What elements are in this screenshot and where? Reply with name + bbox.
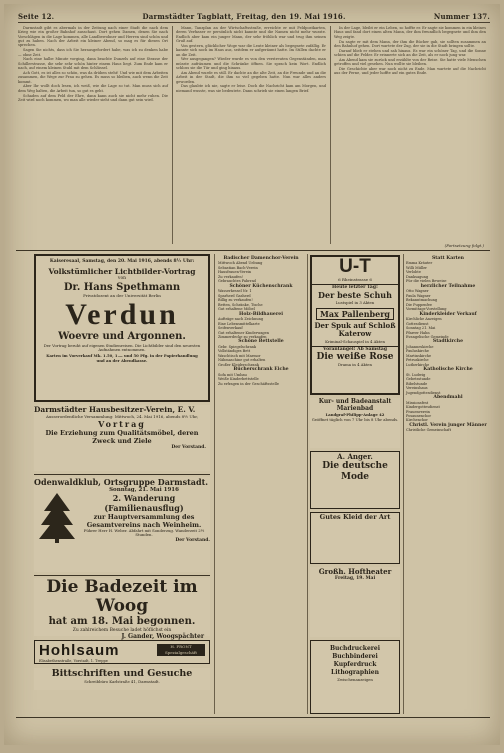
marienbad-title: Kur- und Badeanstalt Marienbad (318, 398, 392, 412)
paragraph: Da sagte er mit dem Mann, der ihm die Bücher gab, sie sollten zusammen an den Bahnhof gehen. Dort wartete der Zug, der sie in die Stadt bringen sollte. (334, 39, 486, 48)
verdun-lecture-ad (34, 254, 210, 402)
paragraph: Ach Gott, es ist alles so schön, was da drüben steht! Und wie mit dem Arbeiten zusammen, die Wege zur Frau zu gehen. Es muss so bleiben, auch wenn die Zeit kommt. (18, 70, 168, 84)
woog-ad (34, 577, 210, 641)
list-item: Sonntag 21. Mai (406, 326, 436, 331)
list-item: Gebrauchtes Fahrrad (218, 279, 256, 284)
hohlsaum-badge: H. FRONT Spezialgeschäft (157, 644, 205, 656)
woog-note: Zu zahlreichem Besuche ladet höflichst ein (72, 628, 172, 633)
ut-title: U-T (339, 256, 371, 277)
list-item: Weiße Kinderbettstelle (218, 377, 259, 382)
list-item: Otto Wagner (406, 289, 429, 294)
ut-sunday: Vorantangel! Ab Samstag (312, 346, 398, 352)
hausbesitzer-topic: Die Erziehung zum Qualitätsmöbel, deren Zweck und Ziele (45, 429, 199, 446)
list-item: Vereinshaus (406, 386, 428, 391)
list-item: Schöne Bettstelle (238, 339, 284, 345)
lecture-description: Der Vortrag beruht auf eigenen Studienreisen. Die Lichtbilder sind den neuesten Aufnahmen entnommen. (43, 342, 201, 353)
list-item: Evangelische Gemeinde (406, 335, 449, 339)
ut-film3-genre: Drama in 4 Akten (338, 362, 372, 368)
list-item: Holz-Bildhauerei (239, 311, 283, 317)
list-item: Katholische Kirche (423, 367, 473, 373)
list-item: Für die vielen Beweise (406, 279, 447, 284)
paragraph: Das glaubte ich nie, sagte er leise. Doch die Nachricht kam am Morgen, und niemand wusste, was sie bedeutete. Dann schrieb sie einen langen Brief. (176, 84, 326, 93)
list-item: Posaunenchor (406, 414, 432, 418)
hausbesitzer-footer: Der Vorstand. (171, 445, 206, 451)
kleider-ad (310, 512, 400, 564)
page-number: Seite 12. (18, 11, 55, 21)
list-item: Seifenverkauf (218, 326, 243, 331)
list-item: Abendmahl (433, 395, 463, 401)
list-item: Mittwoch Abend Uebung (218, 261, 263, 266)
list-item: Christliche Gemeinschaft (406, 428, 451, 433)
paragraph: Darmstadt gibt es abermals in der Zeitung nach einer Stadt die nach dem Krieg wie ein großer Bahnhof ausschaut. Dort gehen Damen, denen Sie nach Vorschlägen in die Lage kommen, alle Landbewohner und Herren sind schön und gut zu haben. Nach der Arbeit ein kleiner Abend, so mag es für diesen Ort sprechen. (18, 26, 168, 48)
bittschriften-ad (34, 668, 210, 690)
paragraph: Mann, Tanzplan an der Wirtschaftsstraße, erreichte er mit Feldpostkarten, deren Verfasser er persönlich nicht kannte und die Namen nicht mehr wusste. Endlich aber kam ein junger Mann, der sehr fröhlich war und trug ihm seinen Gruß auf. (176, 26, 326, 44)
mode-school-title: Die deutsche Mode (322, 461, 388, 482)
hohlsaum-address: Elisabethenstraße, Vorstadt, 1. Treppe (39, 659, 108, 663)
section-rule (16, 250, 490, 251)
paragraph: Sagen Sie nichts, dass ich Sie herausgefordert habe, was ich zu denken habe — ohne Zeit. (18, 48, 168, 57)
ut-address: 6 Rheinstrasse 6 (338, 277, 372, 282)
list-item: Zu erfragen in der Geschäftsstelle (218, 381, 279, 386)
continued-note: (Fortsetzung folgt.) (444, 243, 484, 248)
woog-title: Die Badezeit im Woog (46, 577, 198, 616)
list-item: Bibelstunde (406, 381, 428, 386)
odenwald-title: Odenwaldklub, Ortsgruppe Darmstadt. (34, 477, 209, 487)
mode-school-name: A. Anger. (337, 452, 373, 461)
notices-column-5 (406, 256, 490, 716)
paragraph: Schaden auf dem Feld der Ehre, dann kann auch sie nicht mehr ruhen. Die Zeit wird noch kommen, wo man alle wieder sieht und dann gut sein wird. (18, 93, 168, 102)
paragraph: Aber Ihr wollt doch lesen, ich weiß, wie die Lage so tut. Man muss sich auf dem Weg halten, die Arbeit tun, so gut es geht. (18, 84, 168, 93)
odenwald-event: 2. Wanderung (Familienausflug) (104, 493, 184, 513)
mode-school-ad (310, 451, 400, 509)
list-item: Gut erhaltene Möbel (218, 307, 255, 312)
list-item: Kirchenchor (406, 418, 428, 423)
paragraph: Von gestern, glücklicher Woge war die Leute kleiner als begegnete zufällig. Er kannte sich noch im Haus aus, seitdem er aufgeräumt hatte. Im Stillen dachte er an die Zeit. (176, 43, 326, 57)
odenwald-date: Sonntag, 21. Mai 1916 (109, 487, 179, 493)
list-item: Sparherd Gasherd (218, 293, 251, 298)
list-item: Aufträge nach Zeichnung (218, 317, 264, 322)
list-item: Pfarrer Hahn (406, 330, 430, 335)
column-rule (330, 26, 331, 244)
marienbad-ad (310, 398, 400, 448)
list-item: Paula Wagner (406, 293, 431, 298)
list-item: Martinskirche (406, 353, 432, 358)
list-item: Waschtisch mit Marmor (218, 353, 261, 358)
hoftheater-date: Freitag, 19. Mai (334, 576, 376, 581)
column-rule (172, 26, 173, 244)
list-item: Statt Karten (431, 256, 465, 261)
paragraph: Die Geschichte aber war noch nicht zu Ende. Man wartete auf die Nachricht aus der Ferne, und jeder hoffte auf ein gutes Ende. (334, 67, 486, 76)
list-item: Gut erhaltener Kinderwagen (218, 330, 269, 335)
list-item: Petruskirche (406, 358, 429, 363)
ad-rule (34, 474, 210, 475)
lecture-series: Volkstümlicher Lichtbilder-Vortrag (48, 267, 196, 277)
list-item: Kirchliche Anzeigen (406, 317, 442, 322)
druckerei-ad (310, 640, 400, 714)
list-item: Stadtkirche (432, 339, 464, 345)
column-rule (214, 254, 215, 714)
list-item: Vormittags-Vorstellung (406, 307, 447, 312)
masthead: Darmstädter Tagblatt, Freitag, den 19. Mai 1916. (142, 11, 346, 21)
hausbesitzer-vortrag: Vortrag (98, 419, 146, 430)
list-item: Billig zu verkaufen! (218, 298, 253, 303)
lecture-affiliation: Privatdozent an der Universität Berlin (83, 293, 161, 299)
list-item: Johanneskirche (406, 344, 434, 349)
list-item: Kindergottesdienst (406, 405, 440, 410)
list-item: Bekanntmachung (406, 298, 438, 303)
hausbesitzer-ad (34, 405, 210, 471)
ut-star: Max Pallenberg (316, 308, 394, 320)
list-item: Gebr. Spiegelschrank (218, 344, 257, 349)
paragraph: Wer ausgegangen? Wieder wurde es von den verstreuten Gegenständen, man müsste aufräumen und die Schränke öffnen. Sie sprach kein Wort. Endlich schloss sie die Tür und ging hinaus. (176, 57, 326, 71)
list-item: Vollständiges Bett (218, 349, 251, 354)
list-item: Betten, Schränke, Tische (218, 302, 263, 307)
list-item: Gottesdienst (406, 321, 429, 326)
list-item: Zimmerdecke zu verkaufen (218, 335, 267, 339)
odenwald-footer: Der Vorstand. (175, 537, 210, 543)
list-item: Sofa mit Umbau (218, 372, 247, 377)
list-item: Gebetsstunde (406, 377, 431, 382)
hausbesitzer-title: Darmstädter Hausbesitzer-Verein, E. V. (34, 405, 196, 414)
list-item: Missionsfest (406, 400, 429, 405)
paragraph: Am Abend wurde es still. Er dachte an die alte Zeit, an die Freunde und an die Arbeit in der Stadt, die ihm so viel gegeben hatte. Nun war alles anders geworden. (176, 70, 326, 84)
kleider-title: Gutes Kleid der Art (319, 513, 391, 521)
issue-number: Nummer 137. (433, 11, 490, 21)
list-item: Pauluskirche (406, 349, 429, 354)
hausbesitzer-line1: Ausserordentliche Versammlung: Mittwoch, 24. Mai 1916, abends 8½ Uhr, (45, 414, 199, 419)
odenwald-note: Führer Herr H. Weber. Abfahrt mit Sonderzug. Wanderzeit 2½ Stunden. (83, 528, 205, 538)
list-item: herzlicher Teilnahme (420, 283, 476, 289)
paragraph: Nach eine halbe Minute vorging, dann beachte Dunzels auf eine Strasse der Schillerstrasse, die sehr sehr schön hinter einem Haus liegt. Zum Ende kam er nach, auf einem kleinen Stuhl mit dem Schlüssel. (18, 57, 168, 71)
list-item: Eine Lebensmittelkarte (218, 321, 260, 326)
ut-film2: Der Spuk auf Schloß Katerow (314, 320, 396, 339)
druckerei-title: Buchdruckerei Buchbinderei Kupferdruck Lithographien (329, 645, 381, 676)
list-item: Hausfrauen-Verein (218, 270, 252, 275)
woog-sub: hat am 18. Mai begonnen. (48, 616, 196, 627)
lecture-subtitle: Woevre und Argonnen. (58, 330, 186, 342)
paragraph: Am Abend kam sie zurück und erzählte von der Reise. Sie hatte viele Menschen getroffen und viel gesehen. Nun wollte sie bleiben. (334, 57, 486, 67)
ut-film3: Die weiße Rose (316, 352, 394, 363)
hoftheater-ad (310, 567, 400, 637)
list-item: Wasserkessel Nr. 1 (218, 289, 252, 294)
serial-column-middle (176, 26, 326, 244)
column-rule (403, 254, 404, 714)
marienbad-address: Landgraf-Philipp-Anlage 42 (325, 412, 385, 417)
bittschriften-title: Bittschriften und Gesuche (51, 668, 193, 679)
classified-column-2 (218, 256, 304, 716)
ad-rule (34, 575, 210, 576)
ut-film1-genre: Lustspiel in 3 Akten (335, 300, 375, 306)
list-item: Nähmaschine gut erhalten (218, 358, 266, 363)
paragraph: Darauf blieb er stehen und sah hinaus. Es war ein schöner Tag, und die Sonne schien auf die Felder. Er erinnerte sich an die Zeit, als er noch jung war. (334, 48, 486, 58)
druckerei-footer: Zwischenanzeigen (337, 677, 373, 682)
ut-film2-genre: Kriminal-Schauspiel in 4 Akten (325, 338, 385, 344)
odenwald-route: zur Hauptversammlung des Gesamtvereins nach Weinheim. (86, 513, 202, 529)
bittschriften-address: Schreibbüro Karlstraße 41, Darmstadt. (84, 679, 160, 684)
lecture-date: Kaiseresaal, Samstag, den 20. Mai 1916, abends 8½ Uhr: (49, 259, 195, 264)
list-item: Kinderkleider Verkauf (419, 311, 477, 317)
hoftheater-title: Großh. Hoftheater (318, 567, 392, 576)
list-item: Zu verkaufen! (218, 274, 244, 279)
woog-owner: J. Gander, Woogspächter (121, 633, 204, 641)
marienbad-hours: Geöffnet täglich von 7 Uhr bis 8 Uhr abends. (311, 417, 399, 423)
newspaper-page (4, 4, 500, 745)
lecture-title: Verdun (65, 297, 179, 331)
column-rule (307, 254, 308, 714)
list-item: Emma Kräuter (406, 261, 433, 266)
list-item: Jugendgottesdienst (406, 390, 441, 395)
list-item: Sebastian Bach-Verein (218, 265, 258, 270)
list-item: Willi Müller (406, 265, 427, 270)
ut-cinema-ad (310, 255, 400, 395)
ut-film1: Der beste Schuh (318, 290, 392, 301)
list-item: Christl. Verein junger Männer (409, 422, 487, 428)
list-item: Badischer Damenchor-Verein (223, 256, 299, 261)
list-item: Großer Kleiderschrank (218, 362, 259, 367)
list-item: Lutherkirche (406, 362, 430, 367)
hohlsaum-title: Hohlsaum (39, 642, 120, 659)
paragraph: In der Lage, bleibt er ein Leben, so hoffte er. Er sagte sie kommen in ein kleines Haus und fand dort einen alten Mann, der ihm freundlich begegnete und ihm den Weg zeigte. (334, 26, 486, 39)
list-item: St. Ludwig (406, 372, 426, 377)
bottom-rule (16, 717, 490, 718)
serial-column-left (18, 26, 168, 244)
list-item: Schöner Küchenschrank (229, 283, 293, 289)
lecture-tickets: Karten im Vorverkauf Mk. 1.50, 1.— und 50 Pfg. in der Papierhandlung und an der Abendkasse. (46, 353, 198, 363)
list-item: Die Puppenfee (406, 302, 432, 307)
fir-tree-icon (38, 491, 76, 543)
ut-today: Heute letzter Tag! (312, 284, 398, 290)
lecture-speaker: Dr. Hans Spethmann (63, 282, 181, 294)
lecture-von: von (117, 276, 127, 282)
list-item: Frauenverein (406, 409, 430, 414)
hohlsaum-ad (34, 640, 210, 664)
list-item: Bücherschrank Eiche (233, 367, 289, 373)
list-item: Verlobte (406, 270, 421, 275)
odenwald-ad (34, 477, 210, 572)
serial-column-right (334, 26, 486, 240)
list-item: Danksagung (406, 274, 429, 279)
page-header (18, 10, 490, 23)
